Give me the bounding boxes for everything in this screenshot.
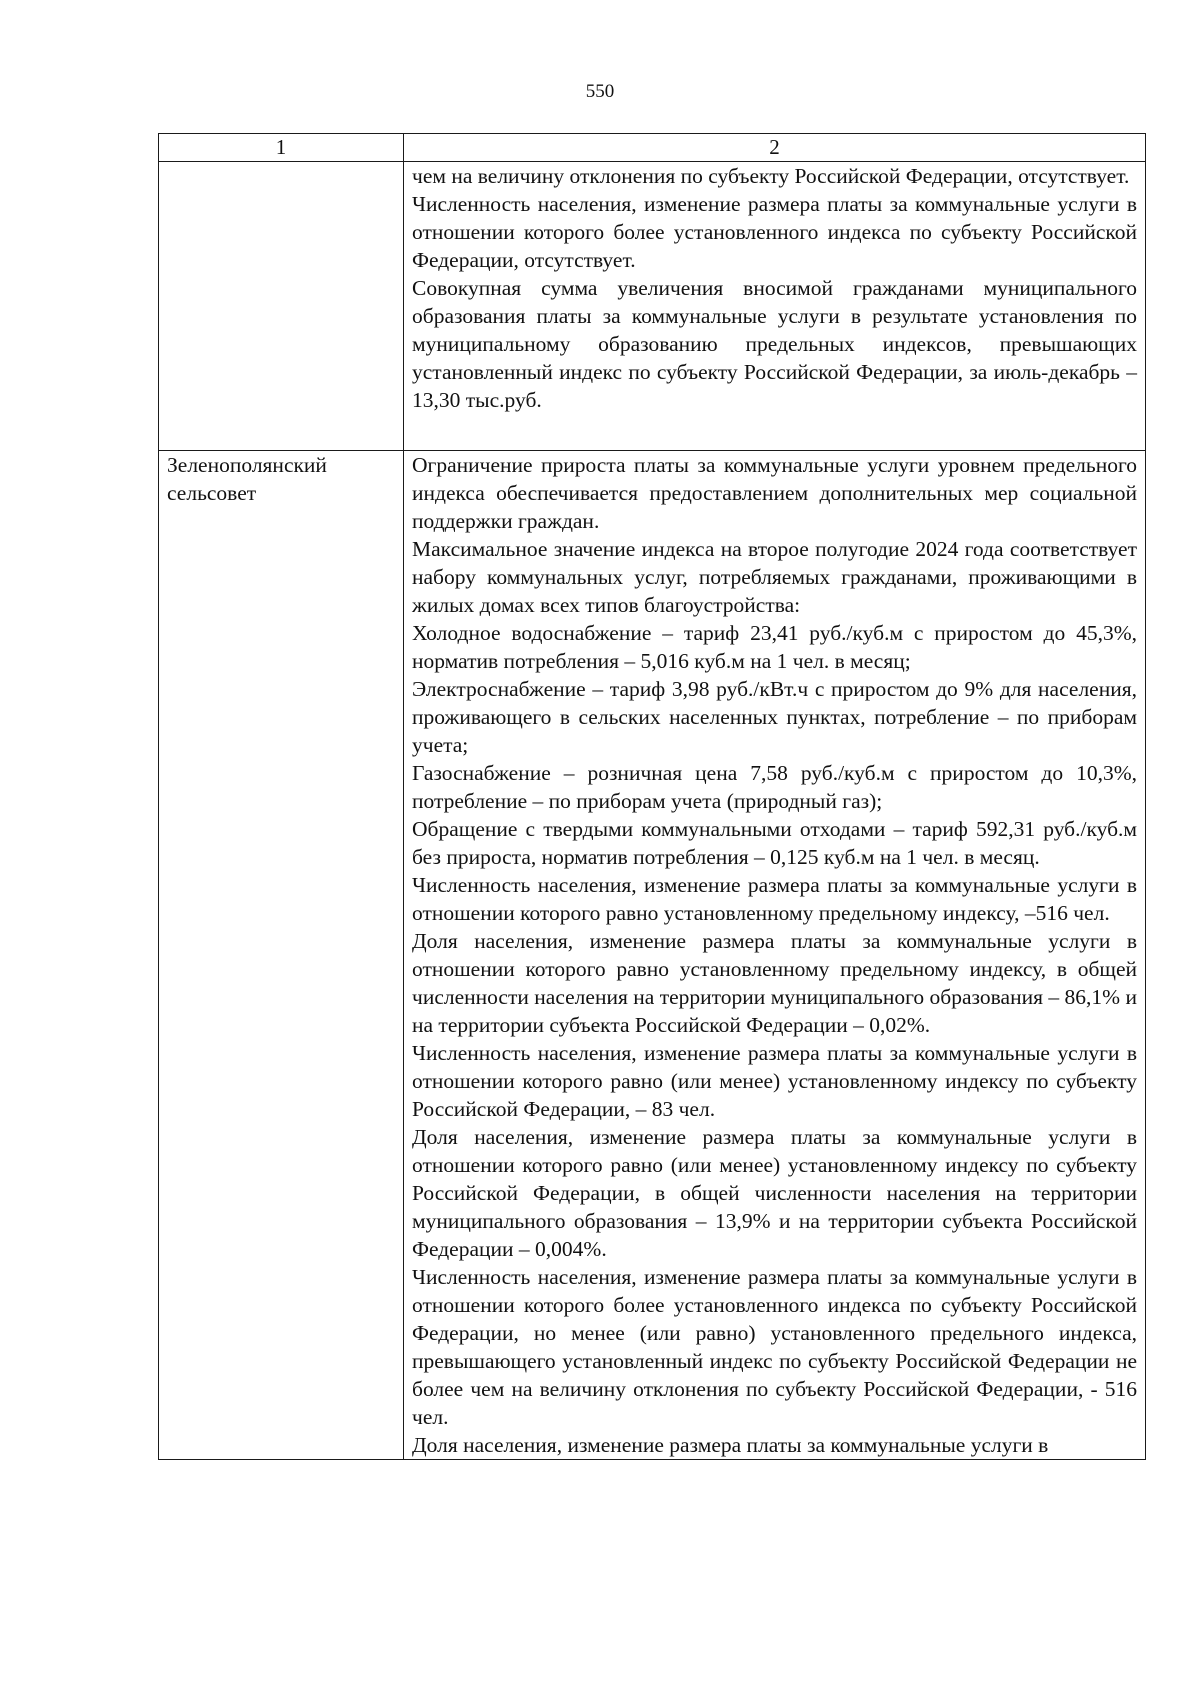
paragraph: Численность населения, изменение размера платы за коммунальные услуги в отношении которого равно установленному предельному индексу, –516 чел. [412,873,1137,925]
paragraph: чем на величину отклонения по субъекту Российской Федерации, отсутствует. [412,164,1130,188]
paragraph: Доля населения, изменение размера платы за коммунальные услуги в отношении которого равно установленному предельному индексу, в общей численности населения на территории муниципального образования – 86,1% и на территории субъекта Российской Федерации – 0,02%. [412,929,1137,1037]
municipality-name: Зеленополянский сельсовет [167,453,327,505]
municipality-name-cell [159,451,404,1460]
description-cell [404,451,1146,1460]
paragraph: Обращение с твердыми коммунальными отходами – тариф 592,31 руб./куб.м без прироста, норматив потребления – 0,125 куб.м на 1 чел. в месяц. [412,817,1137,869]
paragraph: Численность населения, изменение размера платы за коммунальные услуги в отношении которого более установленного индекса по субъекту Российской Федерации, отсутствует. [412,192,1137,272]
column-header-1: 1 [159,134,404,162]
municipality-name-cell [159,162,404,451]
document-table [158,133,1146,1460]
paragraph: Максимальное значение индекса на второе полугодие 2024 года соответствует набору коммунальных услуг, потребляемых гражданами, проживающими в жилых домах всех типов благоустройства: [412,537,1137,617]
paragraph: Газоснабжение – розничная цена 7,58 руб./куб.м с приростом до 10,3%, потребление – по приборам учета (природный газ); [412,761,1137,813]
table-row [159,451,1146,1460]
table-row [159,162,1146,451]
paragraph: Электроснабжение – тариф 3,98 руб./кВт.ч с приростом до 9% для населения, проживающего в сельских населенных пунктах, потребление – по приборам учета; [412,677,1137,757]
paragraph: Численность населения, изменение размера платы за коммунальные услуги в отношении которого равно (или менее) установленному индексу по субъекту Российской Федерации, – 83 чел. [412,1041,1137,1121]
paragraph: Доля населения, изменение размера платы за коммунальные услуги в отношении которого равно (или менее) установленному индексу по субъекту Российской Федерации, в общей численности населения на территории муниципального образования – 13,9% и на территории субъекта Российской Федерации – 0,004%. [412,1125,1137,1261]
description-cell [404,162,1146,451]
page-number: 550 [585,81,615,102]
paragraph: Численность населения, изменение размера платы за коммунальные услуги в отношении которого более установленного индекса по субъекту Российской Федерации, но менее (или равно) установленного предельного индекса, превышающего установленный индекс по субъекту Российской Федерации не более чем на величину отклонения по субъекту Российской Федерации, - 516 чел. [412,1265,1137,1429]
paragraph: Совокупная сумма увеличения вносимой гражданами муниципального образования платы за коммунальные услуги в результате установления по муниципальному образованию предельных индексов, превышающих установленный индекс по субъекту Российской Федерации, за июль-декабрь – 13,30 тыс.руб. [412,276,1137,412]
table-header-row [159,134,1146,162]
paragraph: Ограничение прироста платы за коммунальные услуги уровнем предельного индекса обеспечивается предоставлением дополнительных мер социальной поддержки граждан. [412,453,1137,533]
column-header-2: 2 [404,134,1146,162]
paragraph: Доля населения, изменение размера платы за коммунальные услуги в [412,1433,1049,1457]
paragraph: Холодное водоснабжение – тариф 23,41 руб./куб.м с приростом до 45,3%, норматив потребления – 5,016 куб.м на 1 чел. в месяц; [412,621,1137,673]
